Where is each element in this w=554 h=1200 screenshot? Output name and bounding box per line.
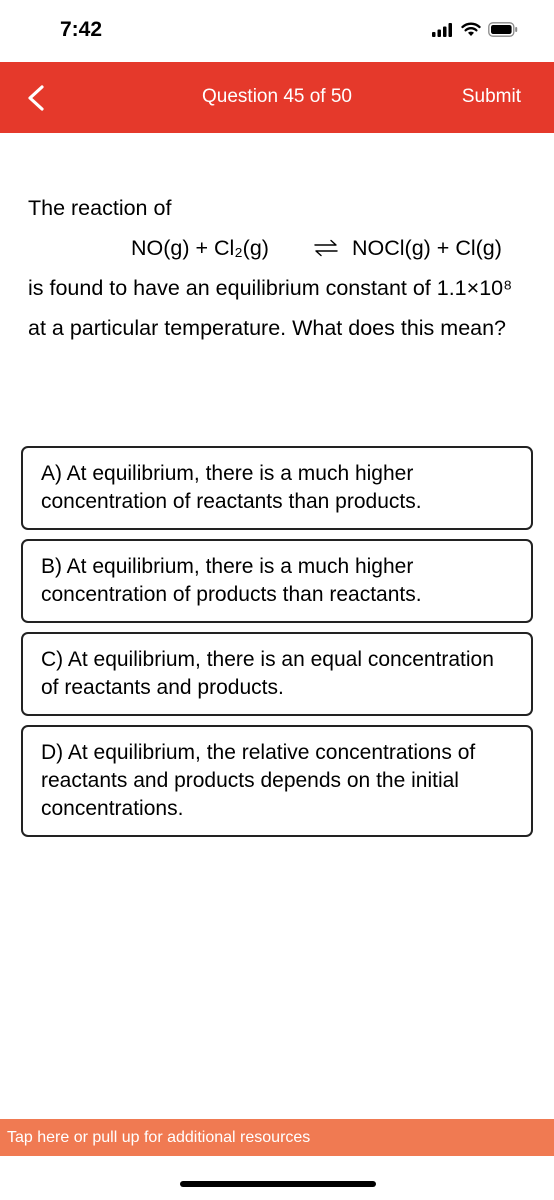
cellular-signal-icon (432, 23, 454, 37)
submit-button[interactable]: Submit (461, 86, 521, 107)
additional-resources-bar[interactable]: Tap here or pull up for additional resources (0, 1119, 554, 1156)
status-icons (432, 22, 518, 37)
answer-options (21, 446, 533, 846)
status-bar (0, 0, 554, 62)
status-time: 7:42 (60, 18, 103, 41)
question-counter: Question 45 of 50 (202, 86, 352, 107)
reaction-equation (0, 228, 554, 268)
equation-products: NOCl(g) + Cl(g) (352, 236, 502, 260)
answer-option-c[interactable]: C) At equilibrium, there is an equal concentration of reactants and products. (21, 632, 533, 716)
question-intro: The reaction of (28, 196, 172, 220)
question-header (0, 62, 554, 133)
answer-option-d[interactable]: D) At equilibrium, the relative concentrations of reactants and products depends on the initial concentrations. (21, 725, 533, 837)
question-text: is found to have an equilibrium constant of 1.1×10⁸ at a particular temperature. What does this mean? (28, 276, 513, 340)
back-button[interactable] (18, 78, 58, 118)
chevron-left-icon (18, 78, 58, 118)
battery-icon (488, 22, 518, 37)
answer-option-a[interactable]: A) At equilibrium, there is a much higher concentration of reactants than products. (21, 446, 533, 530)
wifi-icon (461, 22, 481, 37)
answer-option-b[interactable]: B) At equilibrium, there is a much higher concentration of products than reactants. (21, 539, 533, 623)
equilibrium-arrow-icon (313, 239, 339, 257)
equation-reactants: NO(g) + Cl₂(g) (131, 236, 269, 260)
home-indicator[interactable] (180, 1181, 376, 1187)
